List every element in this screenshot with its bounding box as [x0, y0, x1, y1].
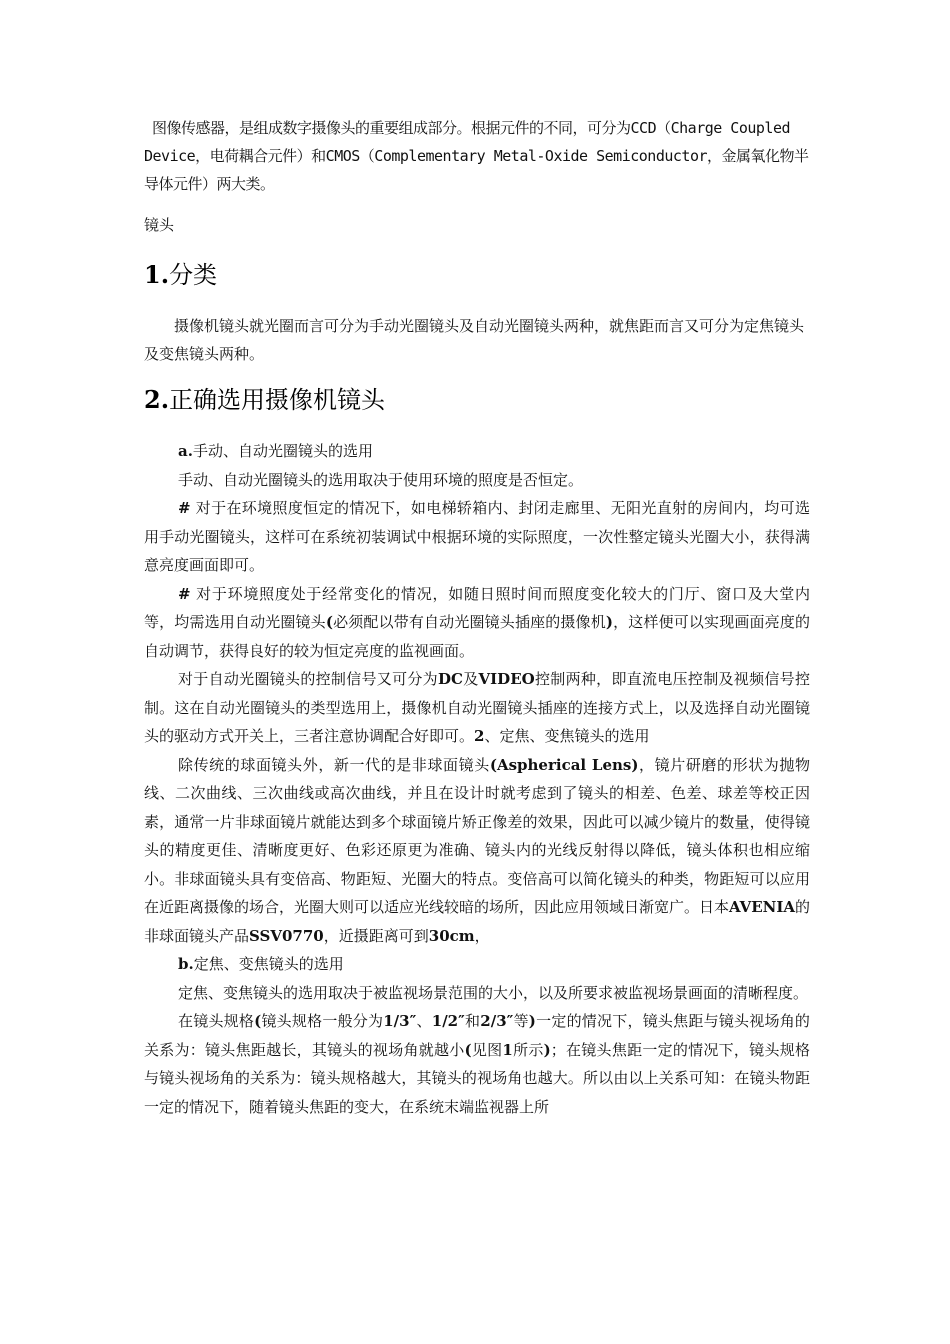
- intro-paragraph: 图像传感器，是组成数字摄像头的重要组成部分。根据元件的不同，可分为CCD（Charge Coupled Device，电荷耦合元件）和CMOS（Complementary Metal-Oxide Semiconductor，金属氧化物半导体元件）两大类。: [144, 119, 809, 193]
- lens-label: 镜头: [144, 216, 175, 234]
- paragraph: # 对于在环境照度恒定的情况下，如电梯轿箱内、封闭走廊里、无阳光直射的房间内，均可选用手动光圈镜头，这样可在系统初装调试中根据环境的实际照度，一次性整定镜头光圈大小，获得满意亮度画面即可。: [144, 499, 810, 574]
- paragraph: # 对于环境照度处于经常变化的情况，如随日照时间而照度变化较大的门厅、窗口及大堂内等，均需选用自动光圈镜头(必须配以带有自动光圈镜头插座的摄像机)，这样便可以实现画面亮度的自动调节，获得良好的较为恒定亮度的监视画面。: [144, 584, 810, 660]
- section-number: 2.: [144, 385, 170, 414]
- subheading-b: b.定焦、变焦镜头的选用: [178, 955, 344, 973]
- paragraph: 除传统的球面镜头外，新一代的是非球面镜头(Aspherical Lens)，镜片研磨的形状为抛物线、二次曲线、三次曲线或高次曲线，并且在设计时就考虑到了镜头的相差、色差、球差等校正因素，通常一片非球面镜片就能达到多个球面镜片矫正像差的效果，因此可以减少镜片的数量，使得镜头的精度更佳、清晰度更好、色彩还原更为准确、镜头内的光线反射得以降低，镜头体积也相应缩小。非球面镜头具有变倍高、物距短、光圈大的特点。变倍高可以简化镜头的种类，物距短可以应用在近距离摄像的场合，光圈大则可以适应光线较暗的场所，因此应用领域日渐宽广。日本AVENIA的非球面镜头产品SSV0770，近摄距离可到30cm，: [144, 755, 811, 945]
- classification-paragraph: 摄像机镜头就光圈而言可分为手动光圈镜头及自动光圈镜头两种，就焦距而言又可分为定焦镜头及变焦镜头两种。: [144, 317, 805, 363]
- paragraph: 对于自动光圈镜头的控制信号又可分为DC及VIDEO控制两种，即直流电压控制及视频信号控制。这在自动光圈镜头的类型选用上，摄像机自动光圈镜头插座的连接方式上，以及选择自动光圈镜头的驱动方式开关上，三者注意协调配合好即可。2、定焦、变焦镜头的选用: [144, 670, 810, 745]
- paragraph: 定焦、变焦镜头的选用取决于被监视场景范围的大小，以及所要求被监视场景画面的清晰程度。: [178, 983, 809, 1002]
- section-number: 1.: [144, 260, 170, 289]
- section-2-body: [144, 437, 810, 1121]
- section-title: 正确选用摄像机镜头: [169, 386, 386, 414]
- paragraph: 在镜头规格(镜头规格一般分为1/3″、1/2″和2/3″等)一定的情况下，镜头焦距与镜头视场角的关系为：镜头焦距越长，其镜头的视场角就越小(见图1所示)；在镜头焦距一定的情况下，镜头规格与镜头视场角的关系为：镜头规格越大，其镜头的视场角也越大。所以由以上关系可知：在镜头物距一定的情况下，随着镜头焦距的变大，在系统末端监视器上所: [144, 1012, 810, 1116]
- section-heading-2: [144, 380, 385, 415]
- paragraph: 手动、自动光圈镜头的选用取决于使用环境的照度是否恒定。: [178, 470, 584, 489]
- section-title: 分类: [169, 261, 218, 289]
- section-heading-1: [144, 255, 217, 290]
- subheading-a: a.手动、自动光圈镜头的选用: [178, 442, 373, 460]
